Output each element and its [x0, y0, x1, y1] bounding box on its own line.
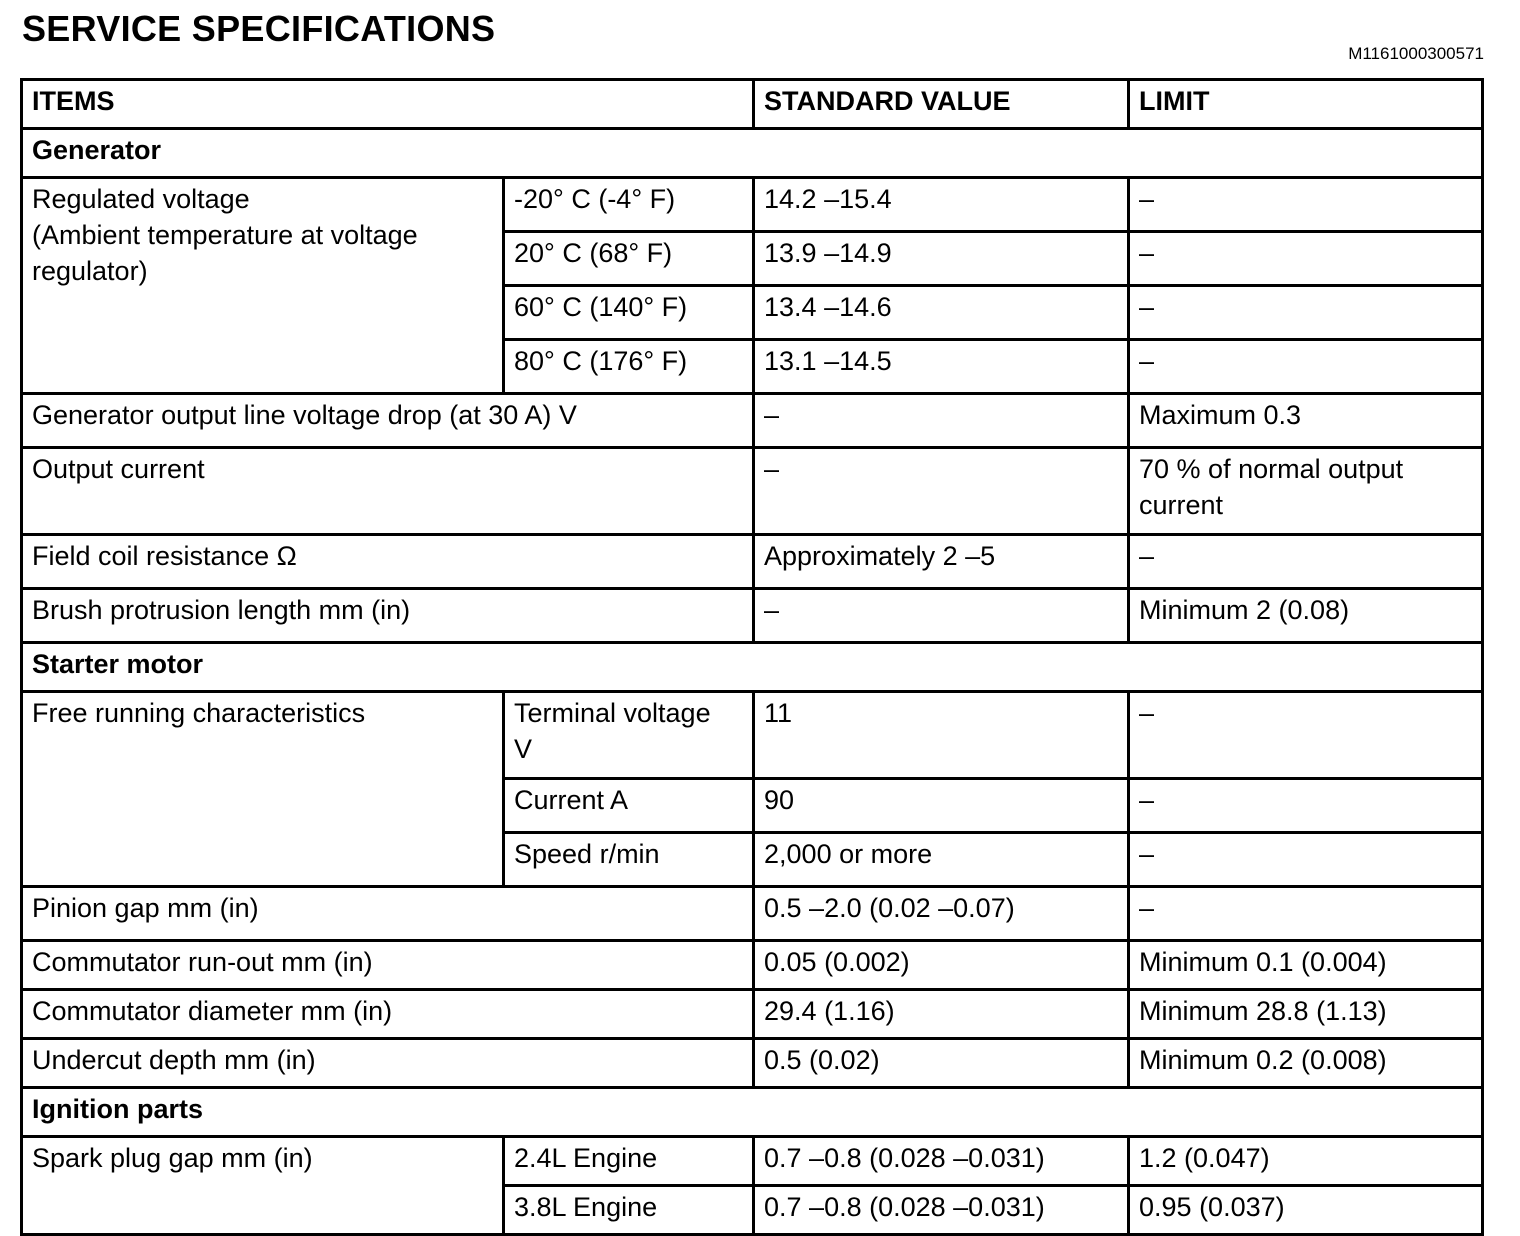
- section-title-ignition-parts: Ignition parts: [22, 1088, 1483, 1137]
- table-row: [22, 887, 1483, 941]
- document-id: M1161000300571: [1348, 44, 1484, 63]
- limit-cell: [1129, 448, 1483, 535]
- sub-item-line-1: Terminal voltage: [514, 698, 711, 728]
- table-row: [22, 692, 1483, 779]
- temperature-cell: -20° C (-4° F): [504, 178, 754, 232]
- table-header-row: [22, 80, 1483, 129]
- standard-value-cell: Approximately 2 –5: [754, 535, 1129, 589]
- table-row: [22, 448, 1483, 535]
- limit-cell: –: [1129, 340, 1483, 394]
- page-title: SERVICE SPECIFICATIONS: [22, 8, 496, 49]
- limit-cell: 1.2 (0.047): [1129, 1137, 1483, 1186]
- standard-value-cell: 0.7 –0.8 (0.028 –0.031): [754, 1137, 1129, 1186]
- table-row: [22, 1039, 1483, 1088]
- standard-value-cell: 0.05 (0.002): [754, 941, 1129, 990]
- limit-cell: –: [1129, 887, 1483, 941]
- limit-line-1: 70 % of normal output: [1139, 454, 1404, 484]
- regulated-voltage-line-2: (Ambient temperature at voltage: [32, 220, 418, 250]
- regulated-voltage-line-3: regulator): [32, 256, 148, 286]
- item-label: Pinion gap mm (in): [22, 887, 754, 941]
- sub-item-cell: Current A: [504, 779, 754, 833]
- item-label: Field coil resistance Ω: [22, 535, 754, 589]
- limit-cell: Minimum 0.1 (0.004): [1129, 941, 1483, 990]
- section-row-starter-motor: [22, 643, 1483, 692]
- table-row: [22, 178, 1483, 232]
- header-standard-value: STANDARD VALUE: [754, 80, 1129, 129]
- standard-value-cell: 90: [754, 779, 1129, 833]
- sub-item-line-2: V: [514, 734, 533, 764]
- limit-cell: Maximum 0.3: [1129, 394, 1483, 448]
- standard-value-cell: 0.5 (0.02): [754, 1039, 1129, 1088]
- standard-value-cell: –: [754, 589, 1129, 643]
- standard-value-cell: 13.1 –14.5: [754, 340, 1129, 394]
- table-row: [22, 535, 1483, 589]
- free-running-label: Free running characteristics: [22, 692, 504, 887]
- standard-value-cell: 0.5 –2.0 (0.02 –0.07): [754, 887, 1129, 941]
- limit-cell: –: [1129, 178, 1483, 232]
- standard-value-cell: 11: [754, 692, 1129, 779]
- limit-cell: –: [1129, 232, 1483, 286]
- item-label: Undercut depth mm (in): [22, 1039, 754, 1088]
- item-label: Commutator diameter mm (in): [22, 990, 754, 1039]
- table-row: [22, 589, 1483, 643]
- regulated-voltage-line-1: Regulated voltage: [32, 184, 250, 214]
- standard-value-cell: –: [754, 394, 1129, 448]
- header-limit: LIMIT: [1129, 80, 1483, 129]
- limit-cell: Minimum 0.2 (0.008): [1129, 1039, 1483, 1088]
- standard-value-cell: 13.4 –14.6: [754, 286, 1129, 340]
- spark-plug-gap-label: Spark plug gap mm (in): [22, 1137, 504, 1235]
- standard-value-cell: –: [754, 448, 1129, 535]
- limit-cell: –: [1129, 779, 1483, 833]
- limit-line-2: current: [1139, 490, 1224, 520]
- header-items: ITEMS: [22, 80, 754, 129]
- limit-cell: –: [1129, 286, 1483, 340]
- limit-cell: –: [1129, 692, 1483, 779]
- section-title-starter-motor: Starter motor: [22, 643, 1483, 692]
- item-label: Generator output line voltage drop (at 30 A) V: [22, 394, 754, 448]
- regulated-voltage-label: [22, 178, 504, 394]
- standard-value-cell: 29.4 (1.16): [754, 990, 1129, 1039]
- standard-value-cell: 14.2 –15.4: [754, 178, 1129, 232]
- engine-cell: 3.8L Engine: [504, 1186, 754, 1235]
- standard-value-cell: 13.9 –14.9: [754, 232, 1129, 286]
- table-row: [22, 941, 1483, 990]
- sub-item-cell: Speed r/min: [504, 833, 754, 887]
- limit-cell: 0.95 (0.037): [1129, 1186, 1483, 1235]
- sub-item-cell: [504, 692, 754, 779]
- service-specifications-table: [20, 78, 1484, 1236]
- temperature-cell: 80° C (176° F): [504, 340, 754, 394]
- item-label: Commutator run-out mm (in): [22, 941, 754, 990]
- section-row-ignition-parts: [22, 1088, 1483, 1137]
- table-row: [22, 1137, 1483, 1186]
- item-label: Brush protrusion length mm (in): [22, 589, 754, 643]
- section-row-generator: [22, 129, 1483, 178]
- limit-cell: –: [1129, 535, 1483, 589]
- section-title-generator: Generator: [22, 129, 1483, 178]
- standard-value-cell: 0.7 –0.8 (0.028 –0.031): [754, 1186, 1129, 1235]
- item-label: Output current: [22, 448, 754, 535]
- temperature-cell: 60° C (140° F): [504, 286, 754, 340]
- limit-cell: –: [1129, 833, 1483, 887]
- limit-cell: Minimum 2 (0.08): [1129, 589, 1483, 643]
- standard-value-cell: 2,000 or more: [754, 833, 1129, 887]
- limit-cell: Minimum 28.8 (1.13): [1129, 990, 1483, 1039]
- temperature-cell: 20° C (68° F): [504, 232, 754, 286]
- table-row: [22, 990, 1483, 1039]
- engine-cell: 2.4L Engine: [504, 1137, 754, 1186]
- table-row: [22, 394, 1483, 448]
